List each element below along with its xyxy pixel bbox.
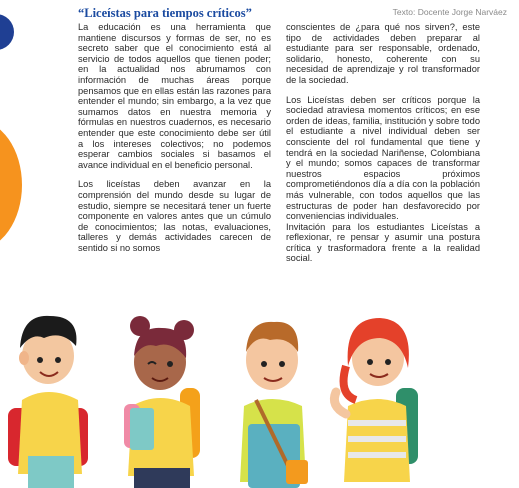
paragraph: Los liceístas deben avanzar en la comprensión del mundo desde su lugar de estudio, siempre se necesitará tener un fuerte componente en valores antes que un cúmulo de conocimientos; las notas, evaluaciones, talleres y demás actividades carecen de sentido si no somos	[78, 179, 271, 253]
paragraph: Invitación para los estudiantes Liceístas a reflexionar, re pensar y asumir una postura crítica y trasformadora frente a la realidad social.	[286, 221, 480, 264]
left-column	[78, 22, 271, 253]
article-title: “Liceístas para tiempos críticos”	[78, 6, 252, 20]
paragraph: Los Liceístas deben ser críticos porque la sociedad atraviesa momentos críticos; en ese orden de ideas, familia, institución y sobre todo el estudiante a nivel individual deben ser consciente del rol fundamental que tiene y tendrá en la sociedad Nariñense, Colombiana y el mundo; somos capaces de transformar nuestros espacios próximos comprometiéndonos día a día con la población más vulnerable, con todos aquellos que las estructuras de poder han desfavorecido por conveniencias individuales.	[286, 94, 480, 222]
students-illustration	[0, 296, 519, 488]
student-girl-red-hair	[334, 318, 418, 482]
student-girl-curly-hair	[124, 316, 200, 488]
right-column	[286, 22, 480, 273]
student-boy-brown-hair	[240, 322, 308, 488]
decorative-orange-circle	[0, 120, 22, 250]
paragraph: conscientes de ¿para qué nos sirven?, este tipo de actividades deben preparar al estudiante para ser responsable, ordenado, solidario, honesto, coherente con su necesidad de aprendizaje y rol transformador de la sociedad.	[286, 22, 480, 85]
student-boy-black-hair	[8, 316, 88, 488]
author-credit: Texto: Docente Jorge Narváez	[392, 7, 507, 17]
paragraph: La educación es una herramienta que mantiene discursos y formas de ser, no es secreto saber que el conocimiento está al servicio de todos aquellos que tienen poder; en la actualidad nos abrumamos con información de muchas áreas porque pensamos que en ellas están las razones para entender el mundo; sin embargo, a la vez que sumamos datos en nuestra memoria y fórmulas en nuestros cuadernos, es necesario entender que este conocimiento debe ser útil a los intereses colectivos; no podemos esperar cambios sociales si basamos el avance individual en el beneficio personal.	[78, 22, 271, 170]
decorative-blue-circle	[0, 14, 14, 50]
